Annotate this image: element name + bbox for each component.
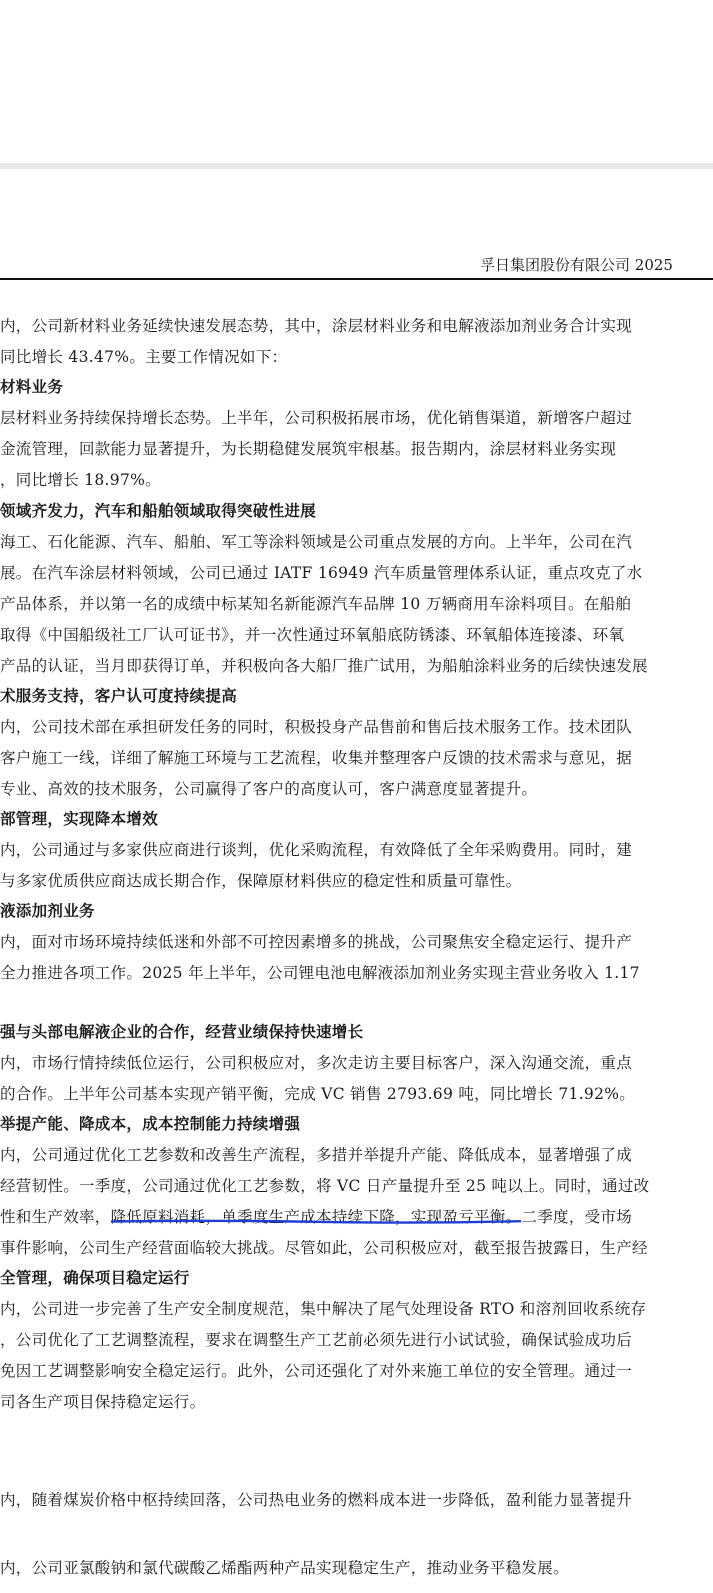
paragraph-line: 同比增长 43.47%。主要工作情况如下： xyxy=(0,348,288,366)
section-heading: 领域齐发力，汽车和船舶领域取得突破性进展 xyxy=(0,502,317,520)
paragraph-line: 产品体系，并以第一名的成绩中标某知名新能源汽车品牌 10 万辆商用车涂料项目。在船舶 xyxy=(0,595,632,613)
paragraph-line: 全力推进各项工作。2025 年上半年，公司锂电池电解液添加剂业务实现主营业务收入 1.17 xyxy=(0,964,640,982)
paragraph-line: 的合作。上半年公司基本实现产销平衡，完成 VC 销售 2793.69 吨，同比增长 71.92%。 xyxy=(0,1085,636,1103)
paragraph-line: 事件影响，公司生产经营面临较大挑战。尽管如此，公司积极应对，截至报告披露日，生产经 xyxy=(0,1239,648,1257)
paragraph-line: 展。在汽车涂层材料领域，公司已通过 IATF 16949 汽车质量管理体系认证，重点攻克了水 xyxy=(0,564,643,582)
paragraph-line: 内，面对市场环境持续低迷和外部不可控因素增多的挑战，公司聚焦安全稳定运行、提升产 xyxy=(0,933,633,951)
paragraph-line: 金流管理，回款能力显著提升，为长期稳健发展筑牢根基。报告期内，涂层材料业务实现 xyxy=(0,440,617,458)
underlined-phrase xyxy=(111,1208,522,1226)
page-gap-divider xyxy=(0,163,713,169)
section-heading: 全管理，确保项目稳定运行 xyxy=(0,1269,190,1287)
paragraph-line: 内，公司亚氯酸钠和氯代碳酸乙烯酯两种产品实现稳定生产，推动业务平稳发展。 xyxy=(0,1559,569,1577)
company-report-header: 孚日集团股份有限公司 2025 xyxy=(480,256,673,274)
header-rule xyxy=(0,278,713,280)
paragraph-line: 海工、石化能源、汽车、船舶、军工等涂料领域是公司重点发展的方向。上半年，公司在汽 xyxy=(0,533,633,551)
line-segment: 二季度，受市场 xyxy=(521,1208,633,1226)
section-heading: 液添加剂业务 xyxy=(0,902,95,920)
paragraph-line: 与多家优质供应商达成长期合作，保障原材料供应的稳定性和质量可靠性。 xyxy=(0,872,522,890)
paragraph-line: 内，公司进一步完善了生产安全制度规范，集中解决了尾气处理设备 RTO 和溶剂回收系统存 xyxy=(0,1300,647,1318)
paragraph-line: 内，公司通过优化工艺参数和改善生产流程，多措并举提升产能、降低成本，显著增强了成 xyxy=(0,1146,633,1164)
section-heading: 举提产能、降成本，成本控制能力持续增强 xyxy=(0,1115,301,1133)
paragraph-line: 内，随着煤炭价格中枢持续回落，公司热电业务的燃料成本进一步降低，盈利能力显著提升 xyxy=(0,1491,633,1509)
paragraph-line: 经营韧性。一季度，公司通过优化工艺参数，将 VC 日产量提升至 25 吨以上。同时，通过改 xyxy=(0,1177,650,1195)
paragraph-line: 内，公司通过与多家供应商进行谈判，优化采购流程，有效降低了全年采购费用。同时，建 xyxy=(0,841,633,859)
paragraph-line: 客户施工一线，详细了解施工环境与工艺流程，收集并整理客户反馈的技术需求与意见，据 xyxy=(0,749,633,767)
paragraph-line: 专业、高效的技术服务，公司赢得了客户的高度认可，客户满意度显著提升。 xyxy=(0,780,538,798)
paragraph-line: 内，市场行情持续低位运行，公司积极应对，多次走访主要目标客户，深入沟通交流，重点 xyxy=(0,1054,633,1072)
line-segment: 性和生产效率， xyxy=(0,1208,111,1226)
paragraph-line: 取得《中国船级社工厂认可证书》，并一次性通过环氧船底防锈漆、环氧船体连接漆、环氧 xyxy=(0,626,625,644)
paragraph-line: 免因工艺调整影响安全稳定运行。此外，公司还强化了对外来施工单位的安全管理。通过一 xyxy=(0,1362,633,1380)
paragraph-line-annotated xyxy=(0,1202,713,1233)
paragraph-line: 司各生产项目保持稳定运行。 xyxy=(0,1393,206,1411)
section-heading: 强与头部电解液企业的合作，经营业绩保持快速增长 xyxy=(0,1023,364,1041)
paragraph-line: ，公司优化了工艺调整流程，要求在调整生产工艺前必须先进行小试试验，确保试验成功后 xyxy=(0,1331,633,1349)
underlined-text: 降低原料消耗，单季度生产成本持续下降，实现盈亏平衡。 xyxy=(110,1208,522,1226)
paragraph-line: 内，公司技术部在承担研发任务的同时，积极投身产品售前和售后技术服务工作。技术团队 xyxy=(0,718,633,736)
section-heading: 术服务支持，客户认可度持续提高 xyxy=(0,687,238,705)
section-heading: 材料业务 xyxy=(0,378,64,396)
paragraph-line: ，同比增长 18.97%。 xyxy=(0,471,161,489)
paragraph-line: 内，公司新材料业务延续快速发展态势，其中，涂层材料业务和电解液添加剂业务合计实现 xyxy=(0,317,633,335)
paragraph-line: 层材料业务持续保持增长态势。上半年，公司积极拓展市场，优化销售渠道，新增客户超过 xyxy=(0,409,633,427)
section-heading: 部管理，实现降本增效 xyxy=(0,810,159,828)
paragraph-line: 产品的认证，当月即获得订单，并积极向各大船厂推广试用，为船舶涂料业务的后续快速发展 xyxy=(0,657,648,675)
